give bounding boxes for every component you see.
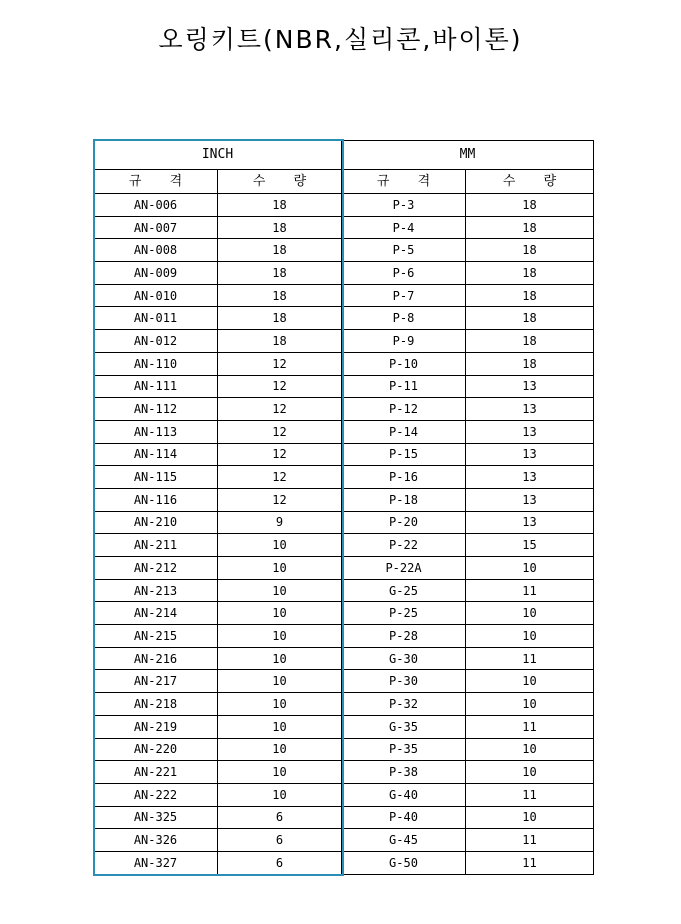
- table-row: [94, 511, 594, 534]
- mm-qty-cell: 18: [466, 194, 594, 217]
- mm-spec-cell: P-20: [342, 511, 466, 534]
- inch-qty-cell: 10: [218, 783, 342, 806]
- inch-spec-cell: AN-110: [94, 352, 218, 375]
- mm-qty-cell: 10: [466, 738, 594, 761]
- mm-qty-header: 수 량: [466, 170, 594, 194]
- inch-qty-cell: 10: [218, 625, 342, 648]
- mm-spec-cell: P-38: [342, 761, 466, 784]
- mm-qty-cell: 18: [466, 284, 594, 307]
- mm-spec-cell: P-22A: [342, 557, 466, 580]
- inch-qty-cell: 10: [218, 693, 342, 716]
- mm-spec-cell: G-45: [342, 829, 466, 852]
- inch-qty-cell: 10: [218, 670, 342, 693]
- inch-qty-cell: 18: [218, 284, 342, 307]
- mm-spec-cell: G-40: [342, 783, 466, 806]
- mm-qty-cell: 11: [466, 829, 594, 852]
- table-row: [94, 239, 594, 262]
- inch-qty-cell: 12: [218, 398, 342, 421]
- inch-qty-cell: 18: [218, 330, 342, 353]
- inch-spec-cell: AN-221: [94, 761, 218, 784]
- table-row: [94, 352, 594, 375]
- inch-spec-cell: AN-115: [94, 466, 218, 489]
- inch-qty-cell: 9: [218, 511, 342, 534]
- table-row: [94, 829, 594, 852]
- inch-spec-cell: AN-218: [94, 693, 218, 716]
- inch-qty-cell: 12: [218, 466, 342, 489]
- table-row: [94, 761, 594, 784]
- mm-qty-cell: 18: [466, 216, 594, 239]
- mm-spec-cell: P-11: [342, 375, 466, 398]
- mm-spec-cell: P-8: [342, 307, 466, 330]
- table-row: [94, 602, 594, 625]
- table-row: [94, 375, 594, 398]
- mm-qty-cell: 13: [466, 443, 594, 466]
- mm-qty-cell: 10: [466, 602, 594, 625]
- table-row: [94, 216, 594, 239]
- inch-spec-cell: AN-211: [94, 534, 218, 557]
- table-row: [94, 194, 594, 217]
- inch-spec-cell: AN-009: [94, 262, 218, 285]
- inch-spec-cell: AN-214: [94, 602, 218, 625]
- inch-qty-cell: 18: [218, 239, 342, 262]
- inch-qty-cell: 12: [218, 443, 342, 466]
- mm-qty-cell: 13: [466, 420, 594, 443]
- mm-spec-cell: P-40: [342, 806, 466, 829]
- mm-spec-cell: P-14: [342, 420, 466, 443]
- inch-qty-cell: 10: [218, 647, 342, 670]
- mm-spec-cell: P-32: [342, 693, 466, 716]
- inch-spec-cell: AN-219: [94, 715, 218, 738]
- inch-spec-cell: AN-008: [94, 239, 218, 262]
- table-body: [94, 141, 594, 875]
- mm-qty-cell: 11: [466, 579, 594, 602]
- mm-spec-cell: P-22: [342, 534, 466, 557]
- table-row: [94, 466, 594, 489]
- table-row: [94, 783, 594, 806]
- inch-spec-cell: AN-114: [94, 443, 218, 466]
- mm-qty-cell: 10: [466, 806, 594, 829]
- mm-qty-cell: 18: [466, 239, 594, 262]
- mm-qty-cell: 13: [466, 466, 594, 489]
- inch-qty-header: 수 량: [218, 170, 342, 194]
- mm-qty-cell: 10: [466, 625, 594, 648]
- inch-qty-cell: 10: [218, 738, 342, 761]
- inch-qty-cell: 18: [218, 307, 342, 330]
- table-row: [94, 557, 594, 580]
- mm-qty-cell: 11: [466, 715, 594, 738]
- table-row: [94, 738, 594, 761]
- mm-spec-cell: P-16: [342, 466, 466, 489]
- inch-qty-cell: 12: [218, 352, 342, 375]
- inch-qty-cell: 10: [218, 602, 342, 625]
- table-row: [94, 420, 594, 443]
- inch-qty-cell: 10: [218, 579, 342, 602]
- mm-qty-cell: 18: [466, 330, 594, 353]
- inch-qty-cell: 6: [218, 829, 342, 852]
- inch-spec-cell: AN-325: [94, 806, 218, 829]
- mm-qty-cell: 10: [466, 761, 594, 784]
- inch-qty-cell: 12: [218, 375, 342, 398]
- mm-qty-cell: 13: [466, 398, 594, 421]
- mm-qty-cell: 11: [466, 851, 594, 874]
- mm-spec-cell: P-7: [342, 284, 466, 307]
- inch-spec-cell: AN-007: [94, 216, 218, 239]
- mm-spec-cell: P-5: [342, 239, 466, 262]
- mm-spec-cell: G-30: [342, 647, 466, 670]
- mm-spec-cell: P-25: [342, 602, 466, 625]
- table-row: [94, 670, 594, 693]
- table-row: [94, 851, 594, 874]
- mm-spec-cell: P-4: [342, 216, 466, 239]
- inch-spec-cell: AN-011: [94, 307, 218, 330]
- inch-qty-cell: 6: [218, 851, 342, 874]
- table-row: [94, 625, 594, 648]
- table-row: [94, 398, 594, 421]
- mm-qty-cell: 13: [466, 375, 594, 398]
- mm-qty-cell: 15: [466, 534, 594, 557]
- mm-spec-cell: P-30: [342, 670, 466, 693]
- inch-spec-cell: AN-216: [94, 647, 218, 670]
- spec-table: [93, 140, 594, 875]
- inch-spec-cell: AN-113: [94, 420, 218, 443]
- inch-spec-cell: AN-215: [94, 625, 218, 648]
- mm-spec-cell: P-12: [342, 398, 466, 421]
- inch-spec-cell: AN-006: [94, 194, 218, 217]
- inch-spec-cell: AN-111: [94, 375, 218, 398]
- inch-qty-cell: 12: [218, 420, 342, 443]
- table-row: [94, 579, 594, 602]
- inch-qty-cell: 12: [218, 488, 342, 511]
- mm-qty-cell: 10: [466, 670, 594, 693]
- group-header-row: [94, 141, 594, 170]
- mm-qty-cell: 11: [466, 647, 594, 670]
- mm-spec-cell: P-10: [342, 352, 466, 375]
- inch-spec-cell: AN-326: [94, 829, 218, 852]
- inch-spec-cell: AN-010: [94, 284, 218, 307]
- table-row: [94, 806, 594, 829]
- table-row: [94, 262, 594, 285]
- mm-qty-cell: 11: [466, 783, 594, 806]
- inch-spec-cell: AN-112: [94, 398, 218, 421]
- inch-qty-cell: 10: [218, 534, 342, 557]
- mm-spec-cell: P-15: [342, 443, 466, 466]
- mm-spec-header: 규 격: [342, 170, 466, 194]
- table-row: [94, 443, 594, 466]
- inch-spec-cell: AN-220: [94, 738, 218, 761]
- mm-spec-cell: P-3: [342, 194, 466, 217]
- page-title: 오링키트(NBR,실리콘,바이톤): [158, 25, 523, 54]
- inch-spec-cell: AN-222: [94, 783, 218, 806]
- inch-spec-cell: AN-212: [94, 557, 218, 580]
- table-row: [94, 284, 594, 307]
- mm-qty-cell: 18: [466, 262, 594, 285]
- inch-qty-cell: 18: [218, 216, 342, 239]
- inch-spec-cell: AN-327: [94, 851, 218, 874]
- inch-qty-cell: 6: [218, 806, 342, 829]
- inch-qty-cell: 10: [218, 761, 342, 784]
- mm-group-header: MM: [342, 141, 594, 170]
- mm-qty-cell: 18: [466, 352, 594, 375]
- inch-group-header: INCH: [94, 141, 342, 170]
- mm-qty-cell: 10: [466, 693, 594, 716]
- oring-kit-table: [93, 140, 593, 875]
- inch-spec-cell: AN-116: [94, 488, 218, 511]
- inch-qty-cell: 10: [218, 557, 342, 580]
- mm-spec-cell: P-28: [342, 625, 466, 648]
- inch-spec-header: 규 격: [94, 170, 218, 194]
- mm-qty-cell: 10: [466, 557, 594, 580]
- inch-qty-cell: 10: [218, 715, 342, 738]
- mm-qty-cell: 18: [466, 307, 594, 330]
- inch-spec-cell: AN-210: [94, 511, 218, 534]
- mm-spec-cell: P-35: [342, 738, 466, 761]
- mm-qty-cell: 13: [466, 511, 594, 534]
- mm-spec-cell: P-6: [342, 262, 466, 285]
- table-row: [94, 307, 594, 330]
- table-row: [94, 534, 594, 557]
- mm-spec-cell: P-9: [342, 330, 466, 353]
- inch-qty-cell: 18: [218, 194, 342, 217]
- mm-spec-cell: P-18: [342, 488, 466, 511]
- column-header-row: [94, 170, 594, 194]
- inch-spec-cell: AN-012: [94, 330, 218, 353]
- table-row: [94, 693, 594, 716]
- mm-spec-cell: G-50: [342, 851, 466, 874]
- inch-spec-cell: AN-217: [94, 670, 218, 693]
- mm-spec-cell: G-25: [342, 579, 466, 602]
- inch-qty-cell: 18: [218, 262, 342, 285]
- table-row: [94, 330, 594, 353]
- mm-qty-cell: 13: [466, 488, 594, 511]
- inch-spec-cell: AN-213: [94, 579, 218, 602]
- table-row: [94, 715, 594, 738]
- table-row: [94, 488, 594, 511]
- table-row: [94, 647, 594, 670]
- mm-spec-cell: G-35: [342, 715, 466, 738]
